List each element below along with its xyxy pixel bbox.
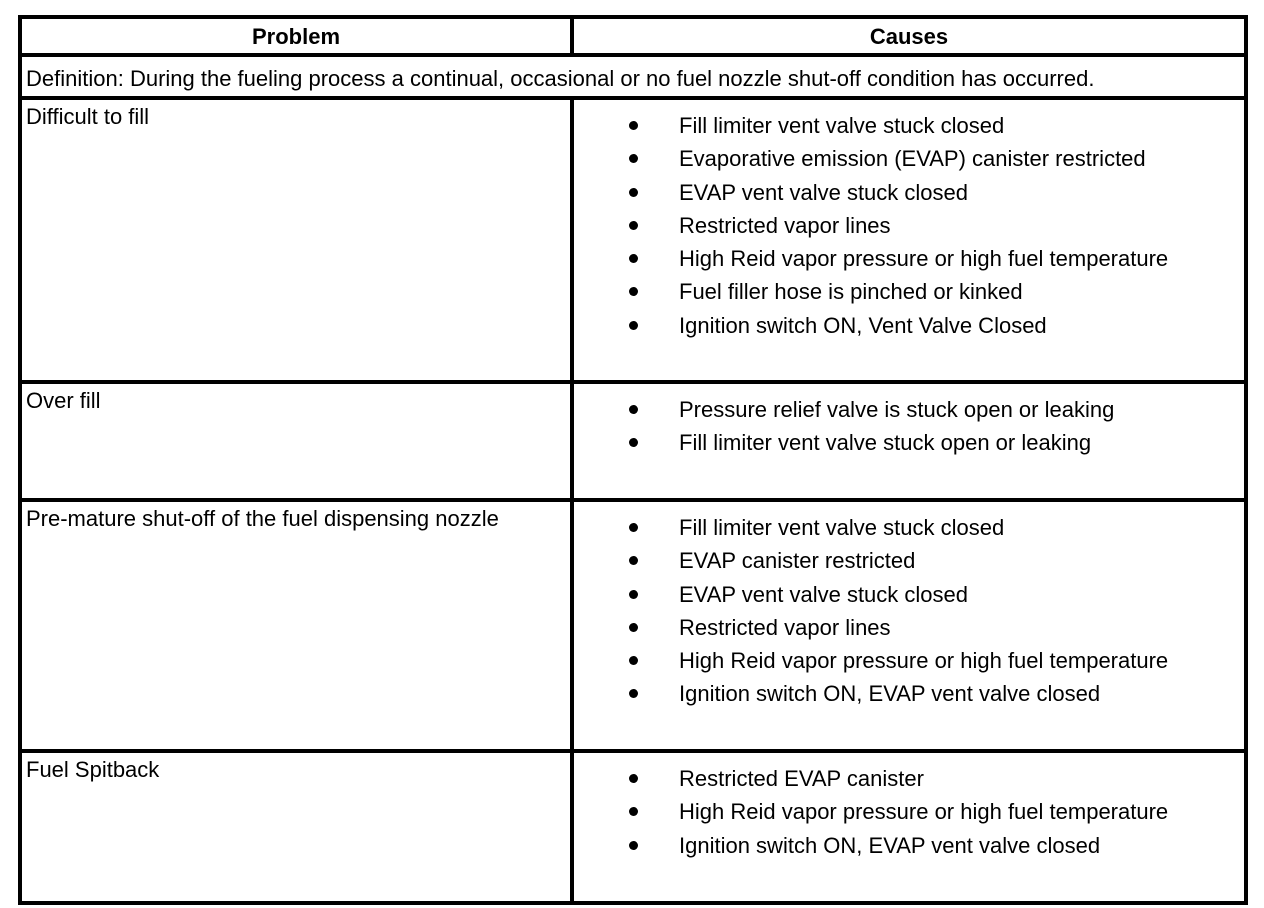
bullet-icon: [629, 689, 638, 698]
bullet-icon: [629, 623, 638, 632]
definition-row: Definition: During the fueling process a continual, occasional or no fuel nozzle shut-off condition has occurred.: [22, 57, 1244, 100]
bullet-icon: [629, 154, 638, 163]
cause-text: Restricted EVAP canister: [679, 766, 924, 791]
causes-cell: [574, 502, 1244, 753]
cause-item: [574, 644, 1244, 677]
bullet-icon: [629, 590, 638, 599]
bullet-icon: [629, 774, 638, 783]
cause-text: Ignition switch ON, Vent Valve Closed: [679, 312, 1047, 338]
cause-text: Ignition switch ON, EVAP vent valve closed: [679, 681, 1101, 707]
causes-cell: [574, 100, 1244, 384]
cause-item: [574, 109, 1244, 142]
problem-cell: Over fill: [22, 384, 574, 502]
cause-text: Ignition switch ON, EVAP vent valve closed: [679, 832, 1101, 858]
cause-item: [574, 544, 1244, 577]
bullet-icon: [629, 321, 638, 330]
causes-list: [574, 393, 1244, 460]
cause-text: Pressure relief valve is stuck open or leaking: [679, 397, 1115, 422]
cause-text: Restricted vapor lines: [679, 212, 891, 238]
bullet-icon: [629, 287, 638, 296]
cause-text: High Reid vapor pressure or high fuel temperature: [679, 246, 1169, 272]
cause-text: Evaporative emission (EVAP) canister restricted: [679, 146, 1146, 172]
causes-cell: [574, 753, 1244, 901]
cause-text: EVAP canister restricted: [679, 548, 916, 574]
cause-item: [574, 275, 1244, 308]
bullet-icon: [629, 807, 638, 816]
cause-item: [574, 309, 1244, 342]
cause-item: [574, 677, 1244, 710]
cause-text: Restricted vapor lines: [679, 614, 891, 640]
causes-cell: [574, 384, 1244, 502]
problem-cell: Pre-mature shut-off of the fuel dispensing nozzle: [22, 502, 574, 753]
cause-item: [574, 209, 1244, 242]
bullet-icon: [629, 656, 638, 665]
bullet-icon: [629, 841, 638, 850]
cause-item: [574, 511, 1244, 544]
problem-cell: Fuel Spitback: [22, 753, 574, 901]
causes-list: [574, 762, 1244, 862]
bullet-icon: [629, 254, 638, 263]
bullet-icon: [629, 556, 638, 565]
cause-item: [574, 176, 1244, 209]
cause-text: EVAP vent valve stuck closed: [679, 581, 968, 607]
cause-item: [574, 393, 1244, 426]
header-problem: Problem: [22, 19, 574, 57]
cause-item: [574, 611, 1244, 644]
cause-item: [574, 578, 1244, 611]
causes-list: [574, 109, 1244, 342]
bullet-icon: [629, 121, 638, 130]
cause-text: High Reid vapor pressure or high fuel temperature: [679, 799, 1169, 825]
diagnosis-table: [18, 15, 1248, 905]
cause-text: High Reid vapor pressure or high fuel temperature: [679, 648, 1169, 674]
bullet-icon: [629, 188, 638, 197]
cause-item: [574, 142, 1244, 175]
bullet-icon: [629, 523, 638, 532]
cause-item: [574, 426, 1244, 459]
cause-item: [574, 829, 1244, 862]
cause-item: [574, 795, 1244, 828]
cause-text: EVAP vent valve stuck closed: [679, 179, 968, 205]
header-causes: Causes: [574, 19, 1244, 57]
cause-text: Fill limiter vent valve stuck open or leaking: [679, 430, 1092, 456]
problem-cell: Difficult to fill: [22, 100, 574, 384]
cause-text: Fill limiter vent valve stuck closed: [679, 113, 1005, 138]
cause-item: [574, 762, 1244, 795]
cause-text: Fuel filler hose is pinched or kinked: [679, 279, 1023, 305]
bullet-icon: [629, 221, 638, 230]
bullet-icon: [629, 405, 638, 414]
cause-item: [574, 242, 1244, 275]
causes-list: [574, 511, 1244, 711]
cause-text: Fill limiter vent valve stuck closed: [679, 515, 1005, 540]
bullet-icon: [629, 438, 638, 447]
